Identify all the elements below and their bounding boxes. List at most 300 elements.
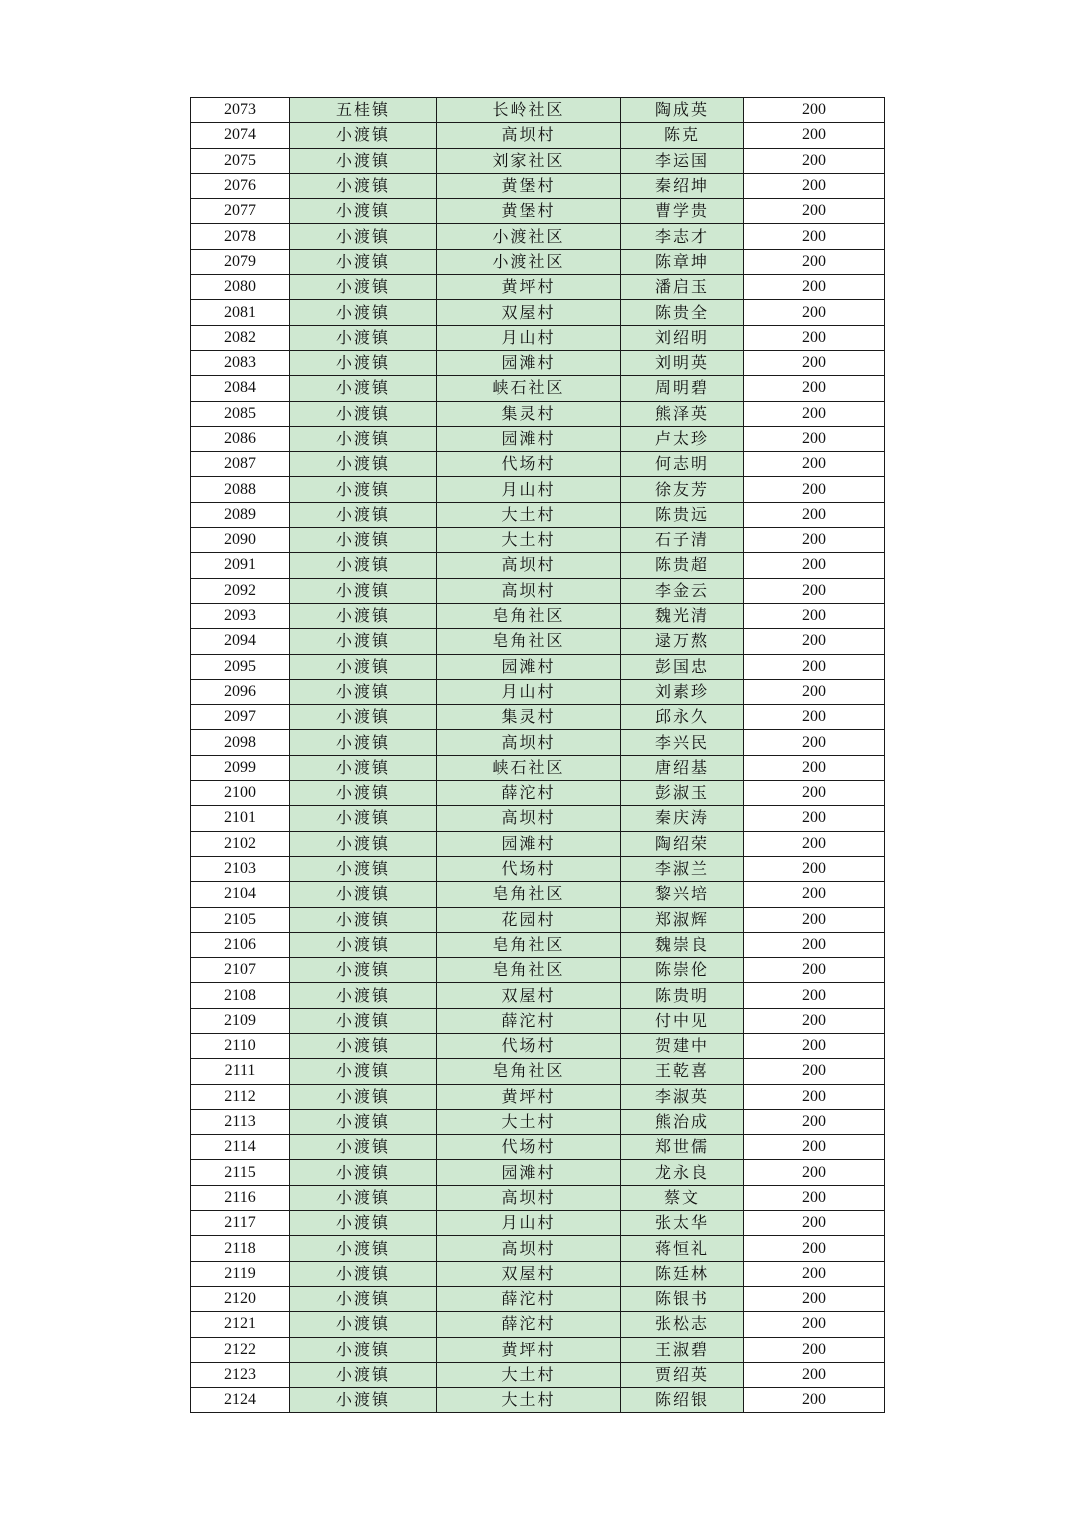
town-cell: 小渡镇 — [290, 730, 437, 755]
table-row — [191, 983, 885, 1008]
row-number: 2081 — [191, 300, 290, 325]
village-cell: 集灵村 — [437, 705, 621, 730]
name-cell: 贺建中 — [621, 1033, 744, 1058]
name-cell: 秦绍坤 — [621, 173, 744, 198]
amount-cell: 200 — [744, 325, 885, 350]
town-cell: 小渡镇 — [290, 983, 437, 1008]
amount-cell: 200 — [744, 452, 885, 477]
village-cell: 高坝村 — [437, 730, 621, 755]
village-cell: 黄坪村 — [437, 1084, 621, 1109]
village-cell: 黄堡村 — [437, 199, 621, 224]
name-cell: 蒋恒礼 — [621, 1236, 744, 1261]
village-cell: 高坝村 — [437, 806, 621, 831]
amount-cell: 200 — [744, 553, 885, 578]
amount-cell: 200 — [744, 705, 885, 730]
town-cell: 小渡镇 — [290, 958, 437, 983]
village-cell: 高坝村 — [437, 1236, 621, 1261]
table-row — [191, 705, 885, 730]
village-cell: 黄坪村 — [437, 1337, 621, 1362]
village-cell: 大土村 — [437, 528, 621, 553]
name-cell: 秦庆涛 — [621, 806, 744, 831]
town-cell: 小渡镇 — [290, 1059, 437, 1084]
town-cell: 小渡镇 — [290, 1084, 437, 1109]
village-cell: 峡石社区 — [437, 755, 621, 780]
village-cell: 双屋村 — [437, 1261, 621, 1286]
table-row — [191, 1211, 885, 1236]
row-number: 2099 — [191, 755, 290, 780]
table-row — [191, 1312, 885, 1337]
amount-cell: 200 — [744, 856, 885, 881]
amount-cell: 200 — [744, 1008, 885, 1033]
village-cell: 皂角社区 — [437, 1059, 621, 1084]
amount-cell: 200 — [744, 477, 885, 502]
name-cell: 彭淑玉 — [621, 781, 744, 806]
table-row — [191, 452, 885, 477]
row-number: 2119 — [191, 1261, 290, 1286]
name-cell: 陈贵远 — [621, 502, 744, 527]
amount-cell: 200 — [744, 249, 885, 274]
town-cell: 小渡镇 — [290, 1109, 437, 1134]
name-cell: 熊泽英 — [621, 401, 744, 426]
town-cell: 小渡镇 — [290, 1286, 437, 1311]
village-cell: 高坝村 — [437, 123, 621, 148]
village-cell: 薛沱村 — [437, 781, 621, 806]
table-row — [191, 1236, 885, 1261]
town-cell: 小渡镇 — [290, 477, 437, 502]
table-row — [191, 376, 885, 401]
row-number: 2084 — [191, 376, 290, 401]
town-cell: 小渡镇 — [290, 629, 437, 654]
town-cell: 小渡镇 — [290, 578, 437, 603]
row-number: 2113 — [191, 1109, 290, 1134]
name-cell: 龙永良 — [621, 1160, 744, 1185]
name-cell: 贾绍英 — [621, 1362, 744, 1387]
name-cell: 付中见 — [621, 1008, 744, 1033]
row-number: 2078 — [191, 224, 290, 249]
row-number: 2123 — [191, 1362, 290, 1387]
amount-cell: 200 — [744, 1109, 885, 1134]
amount-cell: 200 — [744, 781, 885, 806]
village-cell: 园滩村 — [437, 654, 621, 679]
amount-cell: 200 — [744, 983, 885, 1008]
table-row — [191, 249, 885, 274]
row-number: 2079 — [191, 249, 290, 274]
table-row — [191, 173, 885, 198]
amount-cell: 200 — [744, 603, 885, 628]
village-cell: 刘家社区 — [437, 148, 621, 173]
name-cell: 陈廷林 — [621, 1261, 744, 1286]
row-number: 2076 — [191, 173, 290, 198]
row-number: 2120 — [191, 1286, 290, 1311]
amount-cell: 200 — [744, 907, 885, 932]
table-row — [191, 629, 885, 654]
village-cell: 皂角社区 — [437, 882, 621, 907]
table-row — [191, 426, 885, 451]
village-cell: 小渡社区 — [437, 224, 621, 249]
amount-cell: 200 — [744, 1286, 885, 1311]
table-row — [191, 1160, 885, 1185]
name-cell: 黎兴培 — [621, 882, 744, 907]
table-row — [191, 1008, 885, 1033]
row-number: 2124 — [191, 1388, 290, 1413]
name-cell: 陈绍银 — [621, 1388, 744, 1413]
village-cell: 皂角社区 — [437, 603, 621, 628]
village-cell: 皂角社区 — [437, 932, 621, 957]
row-number: 2097 — [191, 705, 290, 730]
name-cell: 彭国忠 — [621, 654, 744, 679]
village-cell: 大土村 — [437, 1109, 621, 1134]
amount-cell: 200 — [744, 1033, 885, 1058]
town-cell: 小渡镇 — [290, 199, 437, 224]
table-row — [191, 1362, 885, 1387]
amount-cell: 200 — [744, 882, 885, 907]
table-row — [191, 1337, 885, 1362]
row-number: 2104 — [191, 882, 290, 907]
table-row — [191, 1185, 885, 1210]
name-cell: 李兴民 — [621, 730, 744, 755]
town-cell: 小渡镇 — [290, 831, 437, 856]
village-cell: 薛沱村 — [437, 1312, 621, 1337]
table-row — [191, 401, 885, 426]
village-cell: 高坝村 — [437, 578, 621, 603]
table-row — [191, 578, 885, 603]
town-cell: 小渡镇 — [290, 882, 437, 907]
row-number: 2117 — [191, 1211, 290, 1236]
town-cell: 小渡镇 — [290, 1388, 437, 1413]
town-cell: 小渡镇 — [290, 300, 437, 325]
town-cell: 小渡镇 — [290, 679, 437, 704]
row-number: 2116 — [191, 1185, 290, 1210]
name-cell: 陈贵全 — [621, 300, 744, 325]
amount-cell: 200 — [744, 1185, 885, 1210]
amount-cell: 200 — [744, 502, 885, 527]
town-cell: 小渡镇 — [290, 123, 437, 148]
amount-cell: 200 — [744, 1388, 885, 1413]
amount-cell: 200 — [744, 1160, 885, 1185]
row-number: 2094 — [191, 629, 290, 654]
row-number: 2087 — [191, 452, 290, 477]
village-cell: 月山村 — [437, 325, 621, 350]
village-cell: 园滩村 — [437, 426, 621, 451]
name-cell: 陶成英 — [621, 98, 744, 123]
table-row — [191, 300, 885, 325]
amount-cell: 200 — [744, 1059, 885, 1084]
town-cell: 小渡镇 — [290, 376, 437, 401]
name-cell: 徐友芳 — [621, 477, 744, 502]
row-number: 2077 — [191, 199, 290, 224]
town-cell: 小渡镇 — [290, 275, 437, 300]
amount-cell: 200 — [744, 958, 885, 983]
row-number: 2111 — [191, 1059, 290, 1084]
village-cell: 大土村 — [437, 1362, 621, 1387]
table-row — [191, 730, 885, 755]
name-cell: 张太华 — [621, 1211, 744, 1236]
town-cell: 小渡镇 — [290, 1362, 437, 1387]
table-row — [191, 654, 885, 679]
row-number: 2095 — [191, 654, 290, 679]
amount-cell: 200 — [744, 654, 885, 679]
table-row — [191, 325, 885, 350]
row-number: 2075 — [191, 148, 290, 173]
village-cell: 皂角社区 — [437, 958, 621, 983]
village-cell: 黄堡村 — [437, 173, 621, 198]
table-row — [191, 781, 885, 806]
row-number: 2091 — [191, 553, 290, 578]
town-cell: 五桂镇 — [290, 98, 437, 123]
table-row — [191, 98, 885, 123]
town-cell: 小渡镇 — [290, 325, 437, 350]
amount-cell: 200 — [744, 426, 885, 451]
row-number: 2088 — [191, 477, 290, 502]
village-cell: 薛沱村 — [437, 1008, 621, 1033]
name-cell: 刘素珍 — [621, 679, 744, 704]
row-number: 2115 — [191, 1160, 290, 1185]
row-number: 2089 — [191, 502, 290, 527]
row-number: 2096 — [191, 679, 290, 704]
table-row — [191, 553, 885, 578]
amount-cell: 200 — [744, 275, 885, 300]
town-cell: 小渡镇 — [290, 755, 437, 780]
amount-cell: 200 — [744, 1362, 885, 1387]
town-cell: 小渡镇 — [290, 1033, 437, 1058]
town-cell: 小渡镇 — [290, 705, 437, 730]
table-row — [191, 907, 885, 932]
town-cell: 小渡镇 — [290, 401, 437, 426]
town-cell: 小渡镇 — [290, 907, 437, 932]
name-cell: 陈贵明 — [621, 983, 744, 1008]
name-cell: 王淑碧 — [621, 1337, 744, 1362]
village-cell: 园滩村 — [437, 831, 621, 856]
row-number: 2110 — [191, 1033, 290, 1058]
town-cell: 小渡镇 — [290, 528, 437, 553]
name-cell: 潘启玉 — [621, 275, 744, 300]
town-cell: 小渡镇 — [290, 1236, 437, 1261]
name-cell: 唐绍基 — [621, 755, 744, 780]
village-cell: 月山村 — [437, 1211, 621, 1236]
village-cell: 代场村 — [437, 452, 621, 477]
town-cell: 小渡镇 — [290, 1160, 437, 1185]
table-row — [191, 477, 885, 502]
amount-cell: 200 — [744, 350, 885, 375]
table-row — [191, 806, 885, 831]
table-row — [191, 123, 885, 148]
table-row — [191, 1286, 885, 1311]
town-cell: 小渡镇 — [290, 502, 437, 527]
row-number: 2112 — [191, 1084, 290, 1109]
amount-cell: 200 — [744, 98, 885, 123]
name-cell: 刘绍明 — [621, 325, 744, 350]
name-cell: 魏光清 — [621, 603, 744, 628]
name-cell: 陈银书 — [621, 1286, 744, 1311]
name-cell: 魏崇良 — [621, 932, 744, 957]
town-cell: 小渡镇 — [290, 781, 437, 806]
table-row — [191, 1033, 885, 1058]
town-cell: 小渡镇 — [290, 654, 437, 679]
town-cell: 小渡镇 — [290, 856, 437, 881]
town-cell: 小渡镇 — [290, 452, 437, 477]
table-row — [191, 1084, 885, 1109]
village-cell: 月山村 — [437, 679, 621, 704]
village-cell: 皂角社区 — [437, 629, 621, 654]
row-number: 2101 — [191, 806, 290, 831]
town-cell: 小渡镇 — [290, 1337, 437, 1362]
name-cell: 陈贵超 — [621, 553, 744, 578]
name-cell: 李金云 — [621, 578, 744, 603]
amount-cell: 200 — [744, 123, 885, 148]
amount-cell: 200 — [744, 376, 885, 401]
name-cell: 熊治成 — [621, 1109, 744, 1134]
table-row — [191, 1135, 885, 1160]
row-number: 2082 — [191, 325, 290, 350]
row-number: 2074 — [191, 123, 290, 148]
village-cell: 大土村 — [437, 502, 621, 527]
amount-cell: 200 — [744, 224, 885, 249]
amount-cell: 200 — [744, 148, 885, 173]
table-row — [191, 958, 885, 983]
table-row — [191, 679, 885, 704]
name-cell: 蔡文 — [621, 1185, 744, 1210]
amount-cell: 200 — [744, 1084, 885, 1109]
row-number: 2121 — [191, 1312, 290, 1337]
row-number: 2106 — [191, 932, 290, 957]
village-cell: 薛沱村 — [437, 1286, 621, 1311]
amount-cell: 200 — [744, 831, 885, 856]
amount-cell: 200 — [744, 173, 885, 198]
table-row — [191, 1109, 885, 1134]
recipient-table — [190, 97, 885, 1413]
name-cell: 陈崇伦 — [621, 958, 744, 983]
amount-cell: 200 — [744, 755, 885, 780]
amount-cell: 200 — [744, 1261, 885, 1286]
amount-cell: 200 — [744, 679, 885, 704]
town-cell: 小渡镇 — [290, 1211, 437, 1236]
name-cell: 李淑英 — [621, 1084, 744, 1109]
amount-cell: 200 — [744, 1236, 885, 1261]
table-row — [191, 1261, 885, 1286]
village-cell: 双屋村 — [437, 300, 621, 325]
amount-cell: 200 — [744, 199, 885, 224]
village-cell: 黄坪村 — [437, 275, 621, 300]
name-cell: 何志明 — [621, 452, 744, 477]
name-cell: 陶绍荣 — [621, 831, 744, 856]
village-cell: 园滩村 — [437, 1160, 621, 1185]
row-number: 2107 — [191, 958, 290, 983]
name-cell: 陈章坤 — [621, 249, 744, 274]
amount-cell: 200 — [744, 300, 885, 325]
village-cell: 高坝村 — [437, 1185, 621, 1210]
amount-cell: 200 — [744, 932, 885, 957]
table-row — [191, 932, 885, 957]
amount-cell: 200 — [744, 578, 885, 603]
table-row — [191, 275, 885, 300]
row-number: 2114 — [191, 1135, 290, 1160]
town-cell: 小渡镇 — [290, 350, 437, 375]
name-cell: 邱永久 — [621, 705, 744, 730]
town-cell: 小渡镇 — [290, 603, 437, 628]
row-number: 2109 — [191, 1008, 290, 1033]
row-number: 2093 — [191, 603, 290, 628]
name-cell: 王乾喜 — [621, 1059, 744, 1084]
name-cell: 周明碧 — [621, 376, 744, 401]
table-row — [191, 1059, 885, 1084]
town-cell: 小渡镇 — [290, 553, 437, 578]
name-cell: 卢太珍 — [621, 426, 744, 451]
name-cell: 陈克 — [621, 123, 744, 148]
name-cell: 李志才 — [621, 224, 744, 249]
town-cell: 小渡镇 — [290, 1008, 437, 1033]
table-row — [191, 856, 885, 881]
town-cell: 小渡镇 — [290, 1135, 437, 1160]
village-cell: 高坝村 — [437, 553, 621, 578]
amount-cell: 200 — [744, 629, 885, 654]
name-cell: 李淑兰 — [621, 856, 744, 881]
row-number: 2086 — [191, 426, 290, 451]
village-cell: 集灵村 — [437, 401, 621, 426]
table-body — [191, 98, 885, 1413]
row-number: 2090 — [191, 528, 290, 553]
row-number: 2102 — [191, 831, 290, 856]
village-cell: 峡石社区 — [437, 376, 621, 401]
row-number: 2085 — [191, 401, 290, 426]
village-cell: 小渡社区 — [437, 249, 621, 274]
village-cell: 代场村 — [437, 856, 621, 881]
village-cell: 代场村 — [437, 1135, 621, 1160]
town-cell: 小渡镇 — [290, 806, 437, 831]
table-row — [191, 831, 885, 856]
name-cell: 郑世儒 — [621, 1135, 744, 1160]
village-cell: 长岭社区 — [437, 98, 621, 123]
row-number: 2080 — [191, 275, 290, 300]
table-row — [191, 199, 885, 224]
village-cell: 代场村 — [437, 1033, 621, 1058]
town-cell: 小渡镇 — [290, 224, 437, 249]
row-number: 2073 — [191, 98, 290, 123]
town-cell: 小渡镇 — [290, 173, 437, 198]
table-row — [191, 502, 885, 527]
amount-cell: 200 — [744, 401, 885, 426]
amount-cell: 200 — [744, 730, 885, 755]
name-cell: 逯万熬 — [621, 629, 744, 654]
table-row — [191, 148, 885, 173]
town-cell: 小渡镇 — [290, 932, 437, 957]
row-number: 2118 — [191, 1236, 290, 1261]
town-cell: 小渡镇 — [290, 1261, 437, 1286]
amount-cell: 200 — [744, 1211, 885, 1236]
village-cell: 花园村 — [437, 907, 621, 932]
amount-cell: 200 — [744, 806, 885, 831]
row-number: 2083 — [191, 350, 290, 375]
town-cell: 小渡镇 — [290, 426, 437, 451]
town-cell: 小渡镇 — [290, 1185, 437, 1210]
town-cell: 小渡镇 — [290, 249, 437, 274]
row-number: 2108 — [191, 983, 290, 1008]
table-row — [191, 882, 885, 907]
row-number: 2105 — [191, 907, 290, 932]
row-number: 2100 — [191, 781, 290, 806]
table-row — [191, 755, 885, 780]
village-cell: 大土村 — [437, 1388, 621, 1413]
name-cell: 刘明英 — [621, 350, 744, 375]
amount-cell: 200 — [744, 1337, 885, 1362]
table-row — [191, 1388, 885, 1413]
amount-cell: 200 — [744, 1135, 885, 1160]
row-number: 2098 — [191, 730, 290, 755]
name-cell: 郑淑辉 — [621, 907, 744, 932]
table-row — [191, 528, 885, 553]
row-number: 2122 — [191, 1337, 290, 1362]
table-row — [191, 350, 885, 375]
village-cell: 月山村 — [437, 477, 621, 502]
